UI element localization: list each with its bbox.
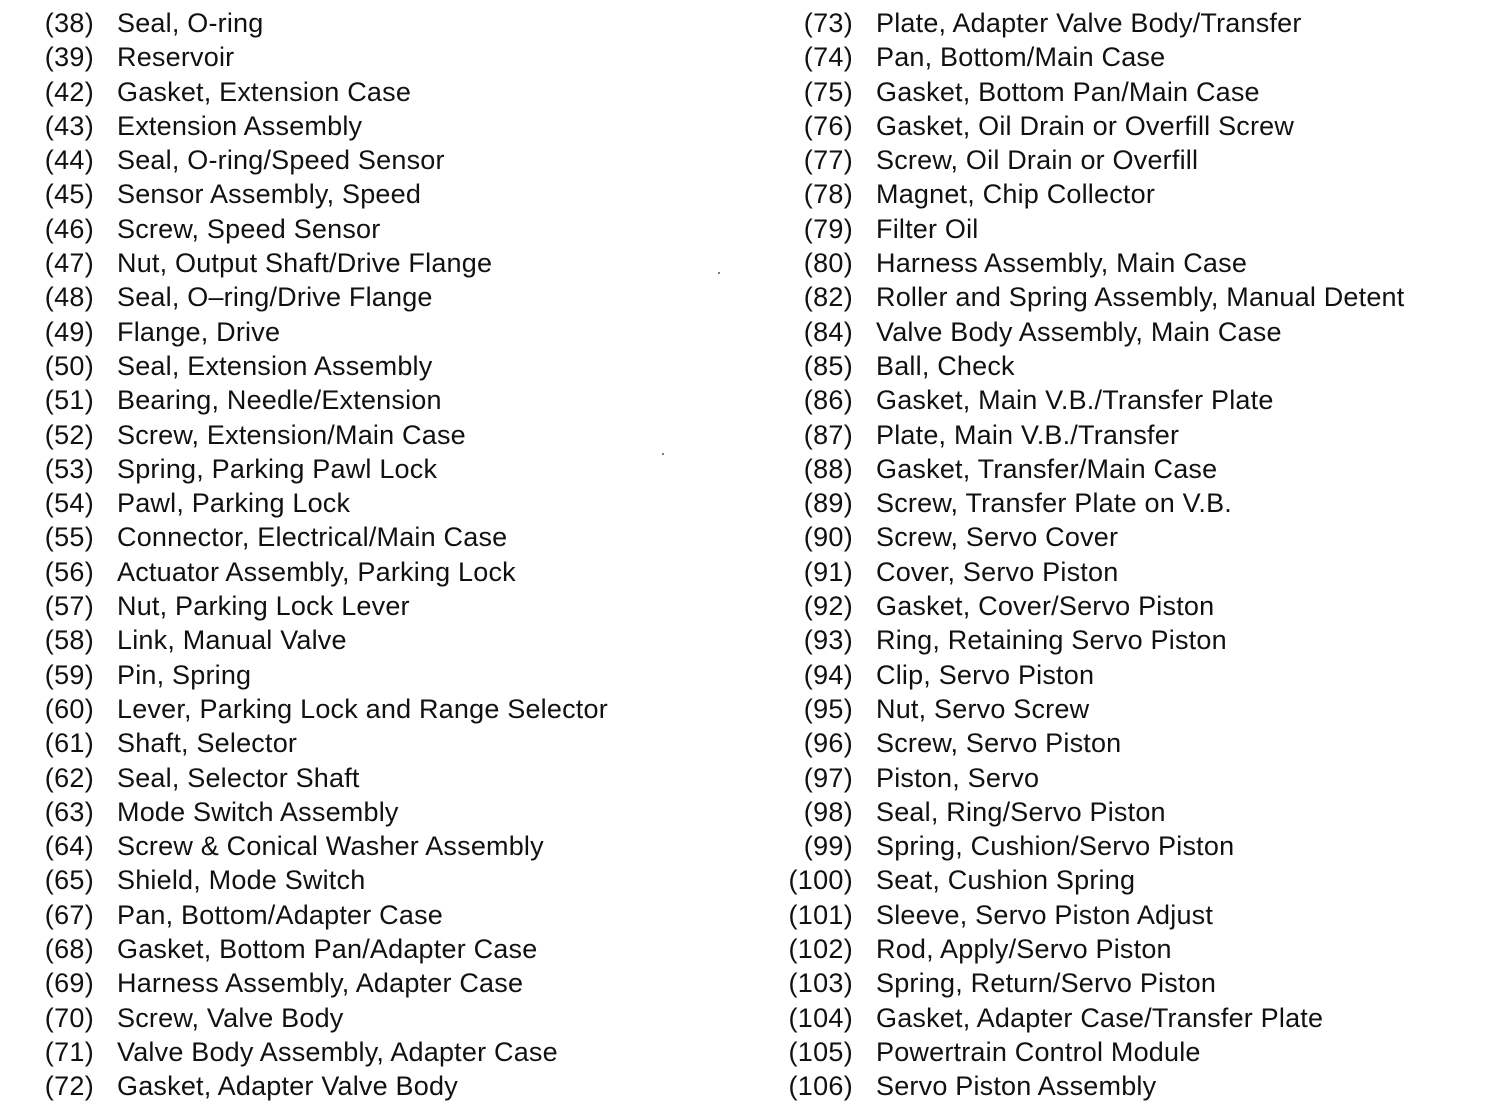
item-number-cell — [760, 177, 853, 211]
item-number: (55) — [44, 522, 94, 553]
item-description: Seal, O–ring/Drive Flange — [117, 282, 433, 313]
item-description: Seal, Ring/Servo Piston — [876, 796, 1166, 827]
item-number: (88) — [803, 453, 853, 484]
parts-list-item — [760, 143, 1500, 177]
item-description: Flange, Drive — [117, 316, 281, 347]
item-number: (54) — [44, 488, 94, 519]
item-number-cell — [760, 143, 853, 177]
item-number: (103) — [788, 968, 853, 999]
item-number: (57) — [44, 591, 94, 622]
item-description: Seat, Cushion Spring — [876, 865, 1136, 896]
parts-list-item — [0, 966, 740, 1000]
item-description: Cover, Servo Piston — [876, 556, 1119, 587]
item-number-cell — [760, 246, 853, 280]
item-number-cell — [0, 966, 94, 1000]
parts-list-item — [0, 418, 740, 452]
item-number-cell — [0, 75, 94, 109]
item-description: Seal, Extension Assembly — [117, 350, 433, 381]
item-number-cell — [0, 349, 94, 383]
item-number: (92) — [803, 591, 853, 622]
item-number: (61) — [44, 728, 94, 759]
parts-list-item — [0, 109, 740, 143]
item-number-cell — [0, 520, 94, 554]
item-description: Lever, Parking Lock and Range Selector — [117, 693, 608, 724]
item-description: Spring, Cushion/Servo Piston — [876, 831, 1235, 862]
item-number-cell — [760, 692, 853, 726]
item-number-cell — [0, 898, 94, 932]
parts-list-item — [760, 1035, 1500, 1069]
item-description: Harness Assembly, Main Case — [876, 248, 1248, 279]
parts-list-item — [0, 829, 740, 863]
item-number: (52) — [44, 419, 94, 450]
item-number-cell — [0, 212, 94, 246]
item-description: Screw, Extension/Main Case — [117, 419, 466, 450]
parts-list-item — [0, 555, 740, 589]
item-number-cell — [0, 726, 94, 760]
item-description: Valve Body Assembly, Adapter Case — [117, 1036, 558, 1067]
item-description: Filter Oil — [876, 213, 979, 244]
parts-list-item — [760, 212, 1500, 246]
item-number: (49) — [44, 316, 94, 347]
scan-speck — [718, 272, 720, 274]
item-number: (53) — [44, 453, 94, 484]
item-number: (106) — [788, 1071, 853, 1102]
parts-list-item — [760, 109, 1500, 143]
item-description: Gasket, Bottom Pan/Main Case — [876, 76, 1260, 107]
parts-list-item — [0, 726, 740, 760]
parts-list-item — [760, 555, 1500, 589]
parts-list-item — [0, 315, 740, 349]
parts-list-item — [760, 932, 1500, 966]
item-number-cell — [0, 315, 94, 349]
item-number-cell — [0, 623, 94, 657]
item-number: (93) — [803, 625, 853, 656]
parts-list-item — [760, 692, 1500, 726]
item-number: (70) — [44, 1002, 94, 1033]
item-description: Connector, Electrical/Main Case — [117, 522, 508, 553]
parts-list-item — [760, 418, 1500, 452]
item-number: (90) — [803, 522, 853, 553]
item-number: (42) — [44, 76, 94, 107]
item-number-cell — [760, 109, 853, 143]
item-description: Gasket, Extension Case — [117, 76, 412, 107]
item-number: (86) — [803, 385, 853, 416]
parts-column-right — [760, 6, 1500, 1104]
item-number-cell — [760, 349, 853, 383]
parts-list-item — [0, 623, 740, 657]
parts-list-item — [760, 623, 1500, 657]
item-description: Pin, Spring — [117, 659, 252, 690]
parts-list-item — [0, 795, 740, 829]
item-description: Gasket, Cover/Servo Piston — [876, 591, 1215, 622]
item-description: Reservoir — [117, 42, 235, 73]
parts-list-item — [0, 383, 740, 417]
parts-list-item — [0, 349, 740, 383]
item-number: (67) — [44, 899, 94, 930]
item-description: Plate, Main V.B./Transfer — [876, 419, 1180, 450]
item-number: (63) — [44, 796, 94, 827]
item-number: (80) — [803, 248, 853, 279]
item-number-cell — [760, 761, 853, 795]
item-number: (45) — [44, 179, 94, 210]
item-number: (99) — [803, 831, 853, 862]
scan-speck — [662, 453, 664, 455]
item-description: Nut, Output Shaft/Drive Flange — [117, 248, 493, 279]
item-number: (98) — [803, 796, 853, 827]
item-number-cell — [0, 1069, 94, 1103]
item-number: (87) — [803, 419, 853, 450]
item-number-cell — [760, 383, 853, 417]
parts-list-item — [760, 863, 1500, 897]
item-number: (39) — [44, 42, 94, 73]
item-number: (76) — [803, 110, 853, 141]
item-number: (72) — [44, 1071, 94, 1102]
parts-list-item — [0, 1035, 740, 1069]
parts-list-item — [0, 863, 740, 897]
item-description: Nut, Servo Screw — [876, 693, 1090, 724]
item-description: Seal, O-ring — [117, 8, 264, 38]
item-description: Valve Body Assembly, Main Case — [876, 316, 1282, 347]
item-description: Piston, Servo — [876, 762, 1040, 793]
item-number-cell — [0, 418, 94, 452]
item-number: (100) — [788, 865, 853, 896]
parts-list-item — [0, 6, 740, 40]
parts-list-item — [0, 177, 740, 211]
item-description: Screw, Servo Piston — [876, 728, 1122, 759]
item-number: (73) — [803, 8, 853, 38]
parts-list-item — [760, 966, 1500, 1000]
parts-list-item — [760, 383, 1500, 417]
item-number: (91) — [803, 556, 853, 587]
item-number: (75) — [803, 76, 853, 107]
item-number-cell — [760, 829, 853, 863]
parts-list-item — [0, 932, 740, 966]
item-description: Sleeve, Servo Piston Adjust — [876, 899, 1214, 930]
item-number: (78) — [803, 179, 853, 210]
parts-list-item — [760, 898, 1500, 932]
item-number: (48) — [44, 282, 94, 313]
item-number-cell — [0, 589, 94, 623]
item-number-cell — [760, 555, 853, 589]
item-number-cell — [760, 658, 853, 692]
item-number: (56) — [44, 556, 94, 587]
item-description: Gasket, Oil Drain or Overfill Screw — [876, 110, 1295, 141]
item-description: Link, Manual Valve — [117, 625, 347, 656]
item-number-cell — [760, 623, 853, 657]
item-number: (96) — [803, 728, 853, 759]
item-number-cell — [0, 1001, 94, 1035]
item-number: (95) — [803, 693, 853, 724]
item-number: (68) — [44, 934, 94, 965]
parts-list-item — [0, 246, 740, 280]
item-number-cell — [0, 486, 94, 520]
item-description: Seal, Selector Shaft — [117, 762, 360, 793]
item-number-cell — [760, 966, 853, 1000]
item-number-cell — [0, 109, 94, 143]
parts-list-item — [0, 898, 740, 932]
parts-list-item — [760, 40, 1500, 74]
item-description: Ring, Retaining Servo Piston — [876, 625, 1227, 656]
parts-list-item — [0, 143, 740, 177]
item-description: Pawl, Parking Lock — [117, 488, 351, 519]
item-number-cell — [0, 383, 94, 417]
item-number: (43) — [44, 110, 94, 141]
parts-list-item — [760, 246, 1500, 280]
parts-list-item — [760, 726, 1500, 760]
item-description: Screw & Conical Washer Assembly — [117, 831, 544, 862]
parts-list-item — [760, 589, 1500, 623]
item-number: (51) — [44, 385, 94, 416]
item-number-cell — [0, 246, 94, 280]
item-description: Mode Switch Assembly — [117, 796, 399, 827]
item-number: (82) — [803, 282, 853, 313]
item-number-cell — [760, 486, 853, 520]
item-number: (79) — [803, 213, 853, 244]
item-number-cell — [760, 280, 853, 314]
item-number: (65) — [44, 865, 94, 896]
item-number: (44) — [44, 145, 94, 176]
item-number-cell — [0, 177, 94, 211]
item-description: Screw, Transfer Plate on V.B. — [876, 488, 1232, 519]
item-description: Seal, O-ring/Speed Sensor — [117, 145, 445, 176]
parts-list-item — [760, 315, 1500, 349]
item-number: (47) — [44, 248, 94, 279]
item-description: Sensor Assembly, Speed — [117, 179, 422, 210]
parts-list-item — [760, 761, 1500, 795]
item-description: Screw, Valve Body — [117, 1002, 344, 1033]
item-description: Ball, Check — [876, 350, 1015, 381]
item-number-cell — [0, 1035, 94, 1069]
item-description: Gasket, Transfer/Main Case — [876, 453, 1218, 484]
item-number-cell — [760, 315, 853, 349]
item-description: Gasket, Adapter Case/Transfer Plate — [876, 1002, 1324, 1033]
item-number-cell — [760, 1001, 853, 1035]
item-description: Magnet, Chip Collector — [876, 179, 1156, 210]
item-description: Clip, Servo Piston — [876, 659, 1095, 690]
parts-list-item — [760, 1001, 1500, 1035]
item-number-cell — [0, 280, 94, 314]
parts-list-item — [0, 520, 740, 554]
item-description: Spring, Parking Pawl Lock — [117, 453, 438, 484]
item-number-cell — [760, 589, 853, 623]
item-description: Screw, Servo Cover — [876, 522, 1119, 553]
parts-list-item — [0, 212, 740, 246]
item-number-cell — [760, 40, 853, 74]
item-number-cell — [760, 520, 853, 554]
item-number-cell — [0, 658, 94, 692]
item-number: (60) — [44, 693, 94, 724]
parts-list-item — [0, 75, 740, 109]
parts-list-item — [0, 40, 740, 74]
item-description: Actuator Assembly, Parking Lock — [117, 556, 516, 587]
parts-list-item — [0, 589, 740, 623]
item-number: (71) — [44, 1036, 94, 1067]
item-number: (46) — [44, 213, 94, 244]
item-description: Gasket, Bottom Pan/Adapter Case — [117, 934, 538, 965]
parts-list-item — [760, 520, 1500, 554]
item-number-cell — [760, 212, 853, 246]
item-description: Roller and Spring Assembly, Manual Detent — [876, 282, 1405, 313]
parts-list-item — [0, 1001, 740, 1035]
item-description: Gasket, Adapter Valve Body — [117, 1071, 458, 1102]
item-description: Bearing, Needle/Extension — [117, 385, 442, 416]
item-number-cell — [760, 75, 853, 109]
item-number-cell — [760, 1035, 853, 1069]
item-number-cell — [0, 761, 94, 795]
item-number-cell — [760, 418, 853, 452]
item-number-cell — [0, 6, 94, 40]
item-description: Pan, Bottom/Main Case — [876, 42, 1166, 73]
item-number-cell — [760, 898, 853, 932]
parts-list-item — [0, 280, 740, 314]
item-number-cell — [0, 452, 94, 486]
item-number-cell — [760, 6, 853, 40]
item-description: Gasket, Main V.B./Transfer Plate — [876, 385, 1274, 416]
parts-list-item — [760, 486, 1500, 520]
item-number-cell — [0, 555, 94, 589]
item-number-cell — [0, 143, 94, 177]
item-number-cell — [760, 932, 853, 966]
parts-list-item — [760, 829, 1500, 863]
item-number-cell — [760, 726, 853, 760]
item-number: (104) — [788, 1002, 853, 1033]
parts-list-item — [760, 1069, 1500, 1103]
item-description: Shield, Mode Switch — [117, 865, 366, 896]
item-number-cell — [0, 795, 94, 829]
parts-list-item — [0, 1069, 740, 1103]
item-number: (94) — [803, 659, 853, 690]
parts-list-item — [760, 177, 1500, 211]
item-number: (64) — [44, 831, 94, 862]
item-description: Servo Piston Assembly — [876, 1071, 1157, 1102]
parts-list-item — [760, 6, 1500, 40]
item-description: Plate, Adapter Valve Body/Transfer — [876, 8, 1302, 38]
item-description: Extension Assembly — [117, 110, 363, 141]
item-number-cell — [0, 863, 94, 897]
item-description: Spring, Return/Servo Piston — [876, 968, 1217, 999]
item-number: (74) — [803, 42, 853, 73]
parts-list-item — [760, 658, 1500, 692]
item-number: (105) — [788, 1036, 853, 1067]
item-number: (58) — [44, 625, 94, 656]
parts-list-item — [760, 795, 1500, 829]
item-number: (97) — [803, 762, 853, 793]
parts-list-item — [760, 280, 1500, 314]
item-number: (101) — [788, 899, 853, 930]
parts-list-item — [0, 692, 740, 726]
item-number: (59) — [44, 659, 94, 690]
item-number: (102) — [788, 934, 853, 965]
item-number: (62) — [44, 762, 94, 793]
item-description: Powertrain Control Module — [876, 1036, 1201, 1067]
item-number: (84) — [803, 316, 853, 347]
parts-list-item — [0, 452, 740, 486]
parts-list-item — [760, 452, 1500, 486]
item-number: (38) — [44, 8, 94, 38]
item-number-cell — [760, 1069, 853, 1103]
item-number-cell — [760, 863, 853, 897]
parts-list-item — [0, 486, 740, 520]
item-number-cell — [0, 692, 94, 726]
parts-list — [0, 6, 1504, 1106]
parts-list-item — [760, 349, 1500, 383]
item-number-cell — [0, 829, 94, 863]
item-number: (85) — [803, 350, 853, 381]
item-description: Nut, Parking Lock Lever — [117, 591, 410, 622]
item-number: (69) — [44, 968, 94, 999]
item-number: (77) — [803, 145, 853, 176]
item-description: Rod, Apply/Servo Piston — [876, 934, 1172, 965]
item-number-cell — [0, 40, 94, 74]
item-description: Screw, Oil Drain or Overfill — [876, 145, 1199, 176]
item-description: Shaft, Selector — [117, 728, 298, 759]
parts-list-item — [0, 658, 740, 692]
item-number-cell — [0, 932, 94, 966]
parts-column-left — [0, 6, 740, 1104]
item-number-cell — [760, 452, 853, 486]
parts-list-item — [760, 75, 1500, 109]
parts-list-item — [0, 761, 740, 795]
item-description: Harness Assembly, Adapter Case — [117, 968, 524, 999]
item-description: Screw, Speed Sensor — [117, 213, 381, 244]
item-number: (50) — [44, 350, 94, 381]
item-description: Pan, Bottom/Adapter Case — [117, 899, 443, 930]
item-number: (89) — [803, 488, 853, 519]
item-number-cell — [760, 795, 853, 829]
